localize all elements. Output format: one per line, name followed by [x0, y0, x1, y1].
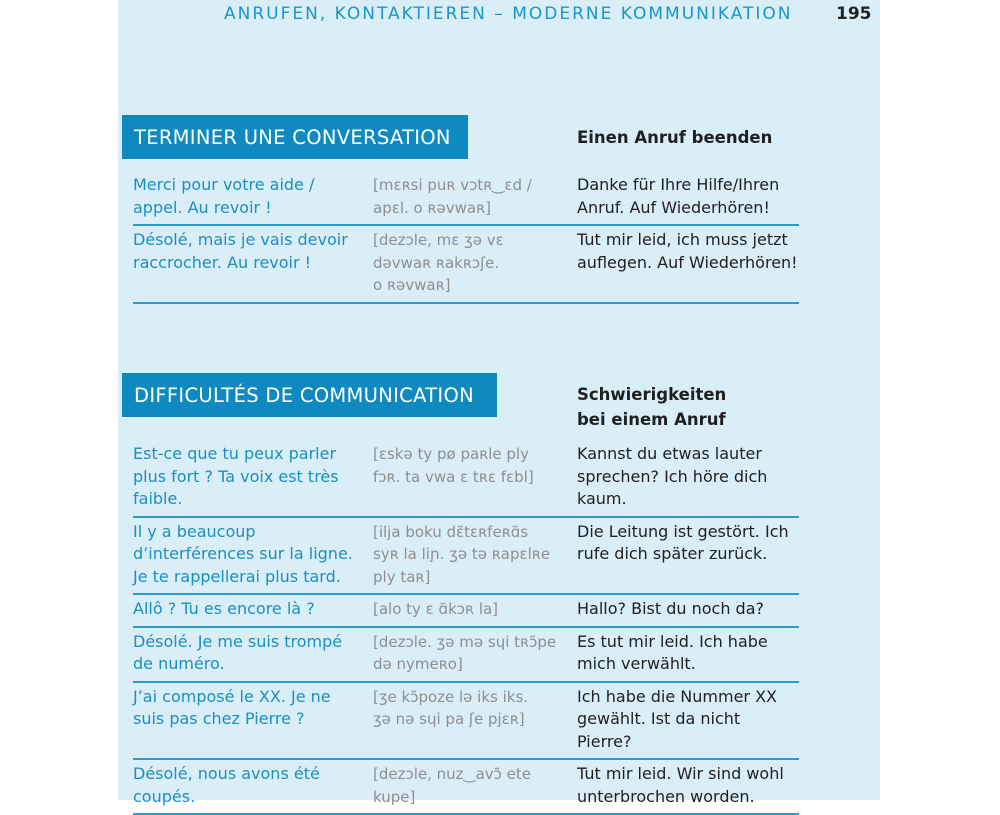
phrase-de: Die Leitung ist gestört. Ich rufe dich später zurück.: [577, 521, 789, 563]
phrase-fr: J’ai composé le XX. Je ne suis pas chez Pierre ?: [133, 686, 331, 728]
phrase-phonetic: [ilja boku dɛ̃tɛʀfeʀɑ̃s syʀ la liɲ. ʒə tə ʀapɛlʀe ply taʀ]: [373, 522, 551, 586]
phrase-row: [133, 440, 799, 518]
running-head: ANRUFEN, KONTAKTIEREN – MODERNE KOMMUNIKATION: [224, 4, 793, 24]
phrase-de: Tut mir leid. Wir sind wohl unterbrochen worden.: [577, 764, 784, 806]
phrase-row: [133, 171, 799, 226]
phrase-fr: Désolé. Je me suis trompé de numéro.: [133, 631, 343, 673]
phrase-phonetic: [alo ty ɛ ɑ̃kɔʀ la]: [373, 600, 499, 618]
section-heading-de-schwierigkeiten: Schwierigkeiten bei einem Anruf: [577, 385, 727, 429]
phrase-fr: Il y a beaucoup d’interférences sur la ligne. Je te rappellerai plus tard.: [133, 521, 353, 586]
section-heading-de-anruf-beenden: Einen Anruf beenden: [577, 128, 773, 147]
phrase-row: [133, 518, 799, 596]
phrase-row: [133, 628, 799, 683]
phrase-phonetic: [mɛʀsi puʀ vɔtʀ‿ɛd / apɛl. o ʀəvwaʀ]: [373, 176, 532, 217]
phrase-phonetic: [ɛskə ty pø paʀle ply fɔʀ. ta vwa ɛ tʀɛ fɛbl]: [373, 445, 534, 486]
phrase-phonetic: [dezɔle. ʒə mə sɥi tʀɔ̃pe də nymeʀo]: [373, 632, 557, 673]
phrase-row: [133, 226, 799, 304]
phrase-de: Kannst du etwas lauter sprechen? Ich höre dich kaum.: [577, 444, 768, 508]
phrase-table-difficultes: [133, 440, 799, 815]
phrase-de: Es tut mir leid. Ich habe mich verwählt.: [577, 631, 768, 673]
phrase-table-terminer: [133, 171, 799, 304]
phrase-de: Danke für Ihre Hilfe/Ihren Anruf. Auf Wiederhören!: [577, 175, 780, 217]
phrase-row: [133, 595, 799, 628]
section-banner-difficultes: DIFFICULTÉS DE COMMUNICATION: [122, 373, 497, 417]
phrase-de: Hallo? Bist du noch da?: [577, 599, 764, 618]
phrase-row: [133, 760, 799, 815]
phrase-phonetic: [dezɔle, mɛ ʒə vɛ dəvwaʀ ʀakʀɔʃe. o ʀəvwaʀ]: [373, 231, 504, 294]
phrase-de: Ich habe die Nummer XX gewählt. Ist da nicht Pierre?: [577, 686, 778, 751]
phrase-fr: Désolé, mais je vais devoir raccrocher. Au revoir !: [133, 230, 348, 272]
phrase-fr: Merci pour votre aide / appel. Au revoir !: [133, 175, 315, 217]
phrase-de: Tut mir leid, ich muss jetzt auflegen. Auf Wiederhören!: [577, 230, 798, 272]
phrase-row: [133, 683, 799, 761]
phrase-fr: Allô ? Tu es encore là ?: [133, 599, 315, 618]
phrase-fr: Est-ce que tu peux parler plus fort ? Ta voix est très faible.: [133, 444, 339, 508]
phrase-fr: Désolé, nous avons été coupés.: [133, 764, 320, 806]
phrase-phonetic: [dezɔle, nuz‿avɔ̃ ete kupe]: [373, 765, 532, 806]
page-number: 195: [836, 4, 872, 24]
phrase-phonetic: [ʒe kɔ̃poze lə iks iks. ʒə nə sɥi pa ʃe pjɛʀ]: [373, 687, 529, 728]
section-banner-terminer: TERMINER UNE CONVERSATION: [122, 115, 468, 159]
